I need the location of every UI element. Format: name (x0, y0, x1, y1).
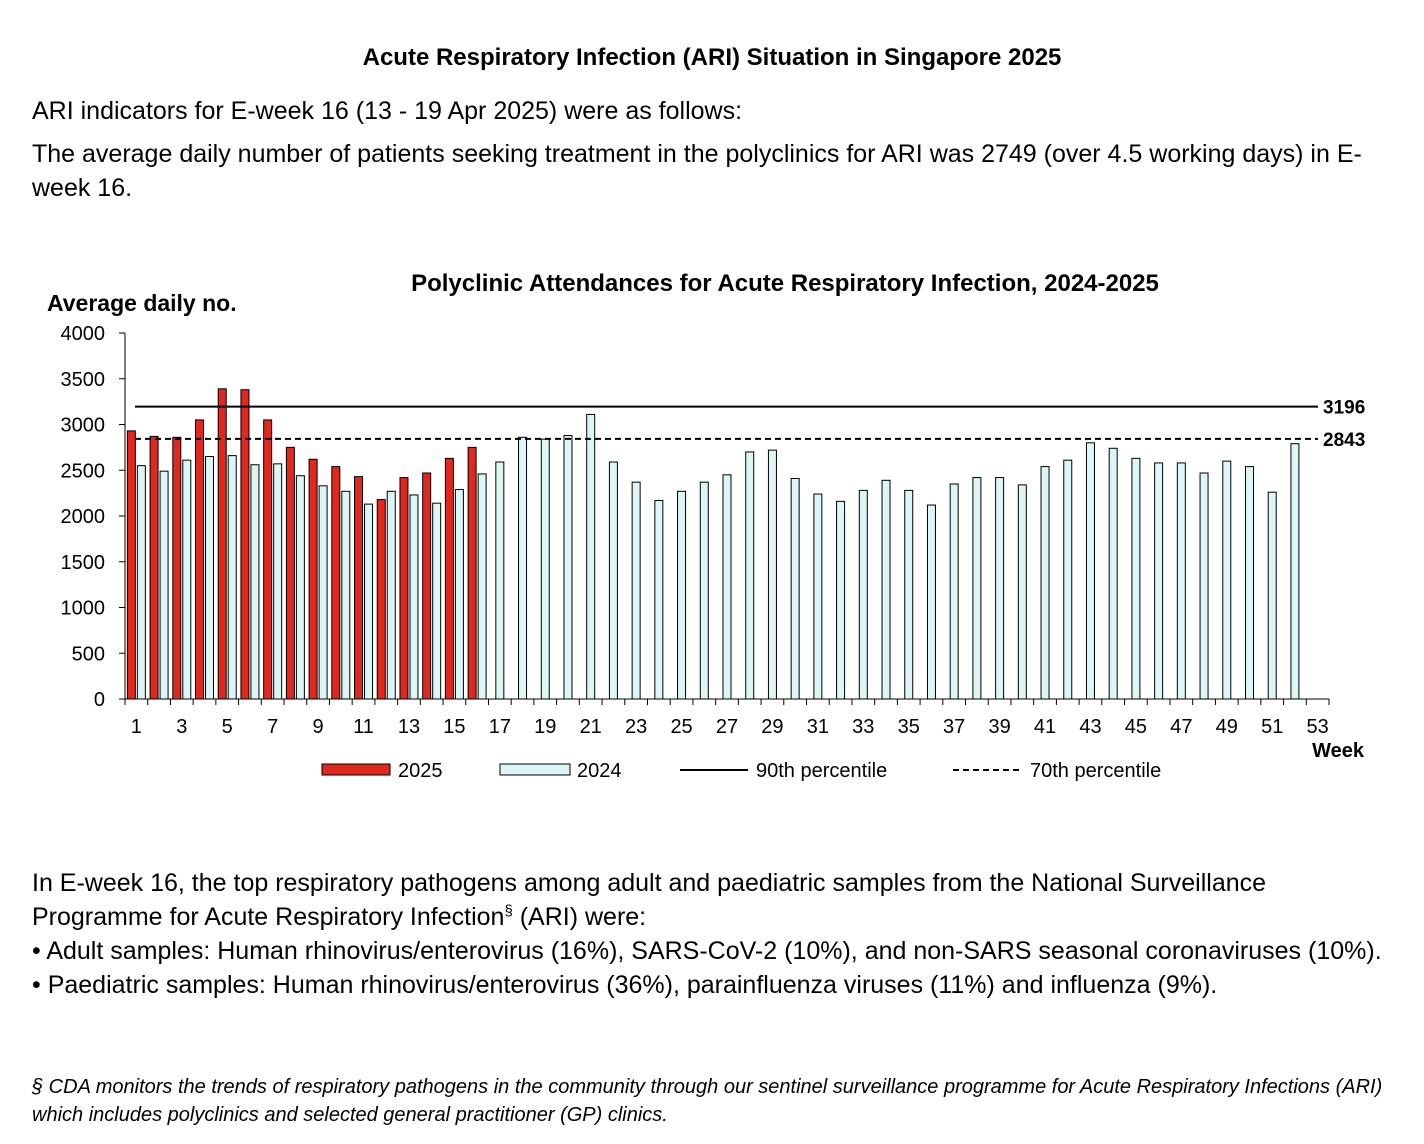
y-tick-label: 1000 (60, 597, 105, 620)
bar-2024-week-25 (678, 491, 686, 699)
bar-2024-week-47 (1177, 463, 1185, 699)
x-tick-label: 37 (943, 716, 966, 738)
bar-2024-week-6 (251, 465, 259, 699)
bar-2024-week-36 (927, 505, 935, 699)
legend-label-90th: 90th percentile (756, 760, 888, 782)
x-tick-label: 31 (806, 716, 829, 738)
bar-2024-week-12 (387, 491, 395, 699)
bar-2024-week-46 (1155, 463, 1163, 699)
bar-2025-week-9 (309, 459, 317, 699)
bar-2024-week-42 (1064, 460, 1072, 699)
bar-2024-week-5 (228, 456, 236, 699)
bar-2024-week-29 (768, 450, 776, 699)
pathogens-section (32, 866, 1402, 1002)
x-tick-label: 11 (353, 716, 374, 738)
x-tick-label: 25 (670, 716, 693, 738)
x-tick-label: 7 (267, 716, 279, 738)
bar-2025-week-6 (241, 390, 249, 699)
x-tick-label: 33 (852, 716, 875, 738)
threshold-label-3196: 3196 (1323, 397, 1366, 419)
bar-2024-week-30 (791, 478, 799, 699)
x-tick-label: 45 (1124, 716, 1148, 738)
bar-2024-week-31 (814, 494, 822, 699)
bar-2024-week-4 (206, 457, 214, 699)
bar-2024-week-32 (837, 501, 845, 699)
x-tick-label: 43 (1079, 716, 1102, 738)
x-tick-label: 3 (176, 716, 188, 738)
bar-2024-week-2 (160, 471, 168, 699)
x-tick-label: 39 (988, 716, 1011, 738)
legend-label-70th: 70th percentile (1030, 760, 1162, 782)
bar-2025-week-5 (218, 389, 226, 699)
attendance-line: The average daily number of patients seeking treatment in the polyclinics for ARI was 2749 (over 4.5 working days) in E-week 16. (32, 140, 1362, 202)
bar-2024-week-13 (410, 495, 418, 699)
x-tick-label: 47 (1170, 716, 1193, 738)
pathogens-intro: In E-week 16, the top respiratory pathogens among adult and paediatric samples from the National Surveillance Programme for Acute Respiratory Infection§ (ARI) were: (32, 869, 1267, 931)
bar-2024-week-44 (1109, 448, 1117, 699)
bar-2024-week-20 (564, 435, 572, 699)
bar-2024-week-48 (1200, 473, 1208, 699)
y-tick-label: 2000 (60, 506, 105, 528)
bar-2025-week-3 (173, 437, 181, 699)
bar-2024-week-11 (365, 504, 373, 699)
x-tick-label: 41 (1033, 716, 1057, 738)
bar-2025-week-8 (286, 447, 294, 699)
bar-2024-week-10 (342, 491, 350, 699)
adult-samples-bullet: • Adult samples: Human rhinovirus/enterovirus (16%), SARS-CoV-2 (10%), and non-SARS seasonal coronaviruses (10%). (32, 937, 1382, 965)
bar-2024-week-27 (723, 475, 731, 699)
x-tick-label: 49 (1215, 716, 1238, 738)
bar-2025-week-12 (377, 500, 385, 699)
bar-2024-week-19 (541, 439, 549, 699)
x-tick-label: 17 (488, 716, 511, 738)
attendance-chart (0, 260, 1424, 800)
bar-2024-week-3 (183, 460, 191, 699)
x-tick-label: 13 (397, 716, 421, 738)
y-tick-label: 2500 (60, 460, 105, 483)
x-tick-label: 15 (443, 716, 466, 738)
bar-2024-week-33 (859, 490, 867, 699)
bar-2024-week-16 (478, 474, 486, 699)
bar-2024-week-15 (455, 489, 463, 699)
bar-2025-week-13 (400, 478, 408, 699)
bar-2025-week-15 (445, 458, 453, 699)
bar-2024-week-41 (1041, 467, 1049, 699)
bar-2025-week-7 (264, 420, 272, 699)
bar-2025-week-14 (423, 473, 431, 699)
chart-title: Polyclinic Attendances for Acute Respiratory Infection, 2024-2025 (411, 270, 1159, 297)
x-tick-label: 53 (1306, 716, 1329, 738)
x-tick-label: 51 (1261, 716, 1284, 738)
bar-2025-week-1 (127, 431, 135, 699)
intro-line: ARI indicators for E-week 16 (13 - 19 Apr 2025) were as follows: (32, 97, 743, 125)
threshold-label-2843: 2843 (1323, 429, 1366, 451)
bar-2024-week-51 (1268, 492, 1276, 699)
bar-2024-week-35 (905, 490, 913, 699)
x-tick-label: 1 (130, 716, 142, 738)
bar-2025-week-4 (196, 420, 204, 699)
x-tick-label: 23 (625, 716, 648, 738)
bar-2025-week-10 (332, 467, 340, 699)
bar-2025-week-16 (468, 447, 476, 699)
bar-2024-week-52 (1291, 444, 1299, 699)
bar-2024-week-39 (996, 478, 1004, 699)
bar-2024-week-23 (632, 482, 640, 699)
bar-2024-week-38 (973, 478, 981, 699)
bar-2024-week-21 (587, 414, 595, 699)
x-tick-label: 29 (761, 716, 784, 738)
y-tick-label: 500 (71, 643, 105, 666)
x-tick-label: 27 (715, 716, 739, 738)
bar-2024-week-37 (950, 484, 958, 699)
x-tick-label: 9 (312, 716, 324, 738)
bar-2024-week-34 (882, 480, 890, 699)
x-axis-label: Week (1312, 740, 1364, 762)
bar-2024-week-7 (274, 464, 282, 699)
bar-2024-week-49 (1223, 461, 1231, 699)
bar-2024-week-50 (1245, 467, 1253, 699)
footnote: § CDA monitors the trends of respiratory pathogens in the community through our sentinel surveillance programme for Acute Respiratory Infections (ARI) which includes polyclinics and selected general practitioner (GP) clinics. (32, 1076, 1383, 1126)
bar-2024-week-14 (433, 503, 441, 699)
bar-2024-week-1 (137, 466, 145, 699)
legend-label-2024: 2024 (577, 760, 622, 782)
x-tick-label: 35 (897, 716, 920, 738)
bar-2024-week-18 (519, 437, 527, 699)
legend-swatch-2024 (500, 764, 570, 775)
bar-2024-week-22 (609, 462, 617, 699)
section-mark: § (504, 902, 513, 920)
y-tick-label: 1500 (60, 551, 105, 574)
bar-2024-week-24 (655, 500, 663, 699)
x-tick-label: 19 (534, 716, 557, 738)
y-tick-label: 3500 (60, 368, 105, 391)
bar-2024-week-26 (700, 482, 708, 699)
bar-2025-week-2 (150, 436, 158, 699)
legend-swatch-2025 (322, 764, 390, 775)
page-title: Acute Respiratory Infection (ARI) Situation in Singapore 2025 (362, 44, 1062, 71)
bar-2024-week-43 (1086, 443, 1094, 699)
bar-2024-week-40 (1018, 485, 1026, 699)
y-tick-label: 0 (93, 689, 105, 711)
paediatric-samples-bullet: • Paediatric samples: Human rhinovirus/enterovirus (36%), parainfluenza viruses (11%) and influenza (9%). (32, 971, 1218, 999)
legend-label-2025: 2025 (398, 760, 443, 782)
bar-2024-week-17 (496, 462, 504, 699)
x-tick-label: 21 (579, 716, 602, 738)
bar-2024-week-9 (319, 486, 327, 699)
bar-2024-week-45 (1132, 458, 1140, 699)
y-axis-label: Average daily no. (47, 290, 237, 316)
x-tick-label: 5 (221, 716, 233, 738)
y-tick-label: 4000 (60, 323, 105, 345)
y-tick-label: 3000 (60, 414, 105, 437)
bar-2024-week-28 (746, 452, 754, 699)
bar-2024-week-8 (296, 476, 304, 699)
bar-2025-week-11 (355, 477, 363, 699)
